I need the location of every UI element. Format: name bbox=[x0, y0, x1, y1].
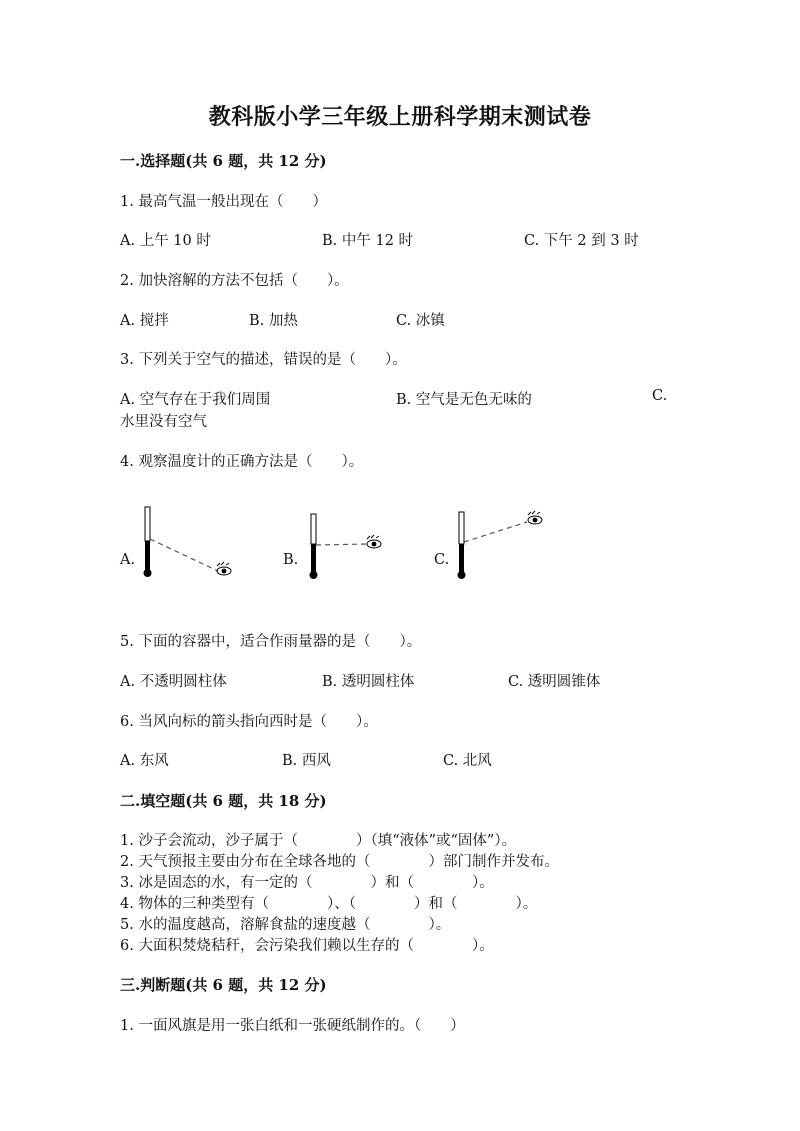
section-heading-choice: 一.选择题(共 6 题，共 12 分) bbox=[120, 152, 327, 170]
section-heading-true-false: 三.判断题(共 6 题，共 12 分) bbox=[120, 976, 327, 994]
thermometer-view-b-image bbox=[309, 512, 399, 582]
question-3: 3. 下列关于空气的描述，错误的是（ ）。 bbox=[120, 352, 407, 368]
q4-option-c: C. bbox=[434, 552, 450, 568]
q4-option-a: A. bbox=[120, 552, 136, 568]
section-heading-fill-blank: 二.填空题(共 6 题，共 18 分) bbox=[120, 792, 327, 810]
page-title: 教科版小学三年级上册科学期末测试卷 bbox=[208, 104, 592, 130]
q1-option-a: A. 上午 10 时 bbox=[120, 233, 211, 249]
q2-option-b: B. 加热 bbox=[249, 313, 298, 329]
q5-option-a: A. 不透明圆柱体 bbox=[120, 674, 227, 690]
q3-option-b: B. 空气是无色无味的 bbox=[396, 392, 532, 408]
q3-option-c: C. bbox=[652, 388, 668, 404]
q3-option-a: A. 空气存在于我们周围 bbox=[120, 392, 271, 408]
q1-option-b: B. 中午 12 时 bbox=[322, 233, 414, 249]
eye-icon bbox=[217, 562, 231, 575]
fill-line-1: 1. 沙子会流动，沙子属于（ ）（填“液体”或“固体”）。 bbox=[120, 833, 517, 849]
thermometer-view-c-image bbox=[457, 508, 557, 583]
q3-option-c-text: 水里没有空气 bbox=[120, 414, 207, 430]
question-5: 5. 下面的容器中，适合作雨量器的是（ ）。 bbox=[120, 634, 422, 650]
question-2: 2. 加快溶解的方法不包括（ ）。 bbox=[120, 273, 349, 289]
judge-line-1: 1. 一面风旗是用一张白纸和一张硬纸制作的。（ ） bbox=[120, 1018, 465, 1034]
fill-line-2: 2. 天气预报主要由分布在全球各地的（ ）部门制作并发布。 bbox=[120, 854, 559, 870]
question-4: 4. 观察温度计的正确方法是（ ）。 bbox=[120, 454, 364, 470]
eye-icon bbox=[367, 535, 381, 548]
q6-option-b: B. 西风 bbox=[282, 753, 331, 769]
q2-option-c: C. 冰镇 bbox=[396, 313, 445, 329]
fill-line-3: 3. 冰是固态的水，有一定的（ ）和（ ）。 bbox=[120, 875, 494, 891]
fill-line-6: 6. 大面积焚烧秸秆，会污染我们赖以生存的（ ）。 bbox=[120, 938, 494, 954]
q6-option-a: A. 东风 bbox=[120, 753, 169, 769]
q5-option-b: B. 透明圆柱体 bbox=[322, 674, 415, 690]
question-1: 1. 最高气温一般出现在（ ） bbox=[120, 194, 327, 210]
q5-option-c: C. 透明圆锥体 bbox=[508, 674, 601, 690]
fill-line-5: 5. 水的温度越高，溶解食盐的速度越（ ）。 bbox=[120, 917, 451, 933]
q4-option-b: B. bbox=[283, 552, 299, 568]
q6-option-c: C. 北风 bbox=[443, 753, 492, 769]
fill-line-4: 4. 物体的三种类型有（ ）、（ ）和（ ）。 bbox=[120, 896, 538, 912]
eye-icon bbox=[528, 511, 542, 524]
q1-option-c: C. 下午 2 到 3 时 bbox=[524, 233, 639, 249]
q2-option-a: A. 搅拌 bbox=[120, 313, 169, 329]
thermometer-view-a-image bbox=[140, 505, 240, 585]
question-6: 6. 当风向标的箭头指向西时是（ ）。 bbox=[120, 714, 378, 730]
